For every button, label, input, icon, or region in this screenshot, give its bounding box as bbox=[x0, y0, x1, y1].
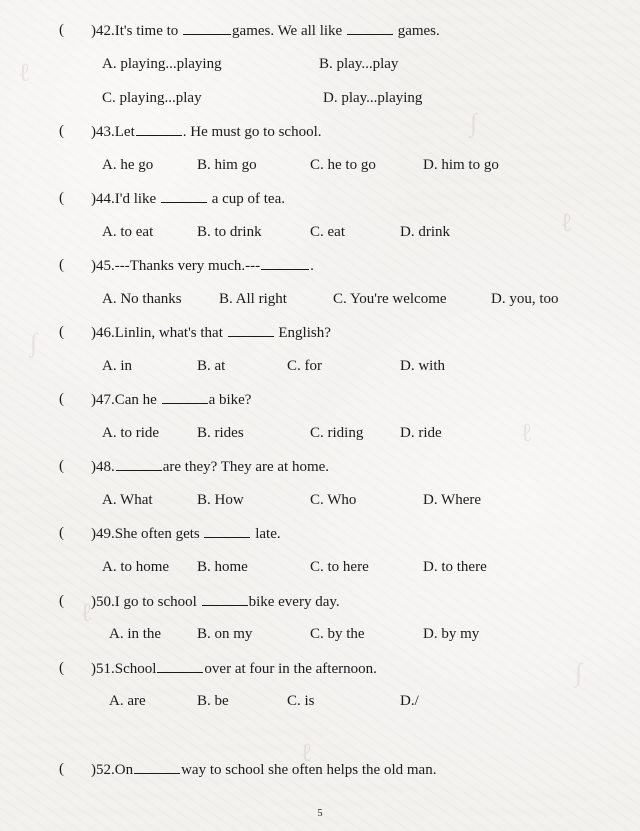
paper-texture-mark: ∫ bbox=[470, 108, 478, 137]
option[interactable]: A. in the bbox=[109, 626, 162, 642]
paper-texture-mark: ℓ bbox=[80, 598, 93, 627]
question-stem: )52.On way to school she often helps the old man. bbox=[91, 759, 436, 780]
answer-bracket[interactable]: ( bbox=[59, 761, 64, 777]
option[interactable]: C. You're welcome bbox=[333, 291, 447, 307]
question-44 bbox=[0, 188, 640, 208]
option[interactable]: C. eat bbox=[310, 224, 345, 240]
question-stem: )47.Can he a bike? bbox=[91, 389, 251, 410]
question-46 bbox=[0, 322, 640, 342]
question-stem: )48. are they? They are at home. bbox=[91, 456, 329, 477]
answer-blank[interactable] bbox=[136, 121, 182, 136]
option[interactable]: B. on my bbox=[197, 626, 253, 642]
option[interactable]: A. No thanks bbox=[102, 291, 182, 307]
option[interactable]: D. play...playing bbox=[323, 90, 423, 106]
option[interactable]: A. playing...playing bbox=[102, 56, 222, 72]
option[interactable]: A. What bbox=[102, 492, 153, 508]
question-stem: )51.School over at four in the afternoon. bbox=[91, 658, 377, 679]
option[interactable]: D. to there bbox=[423, 559, 487, 575]
question-stem: )50.I go to school bike every day. bbox=[91, 591, 340, 612]
answer-blank[interactable] bbox=[228, 322, 274, 337]
option[interactable]: B. him go bbox=[197, 157, 257, 173]
question-42 bbox=[0, 20, 640, 40]
option[interactable]: A. to ride bbox=[102, 425, 160, 441]
answer-blank[interactable] bbox=[134, 759, 180, 774]
option[interactable]: B. be bbox=[197, 693, 229, 709]
option[interactable]: A. to eat bbox=[102, 224, 154, 240]
question-47 bbox=[0, 389, 640, 409]
answer-bracket[interactable]: ( bbox=[59, 458, 64, 474]
answer-bracket[interactable]: ( bbox=[59, 123, 64, 139]
option[interactable]: A. to home bbox=[102, 559, 170, 575]
answer-blank[interactable] bbox=[116, 456, 162, 471]
paper-texture-mark: ∫ bbox=[30, 328, 38, 357]
question-stem: )42.It's time to games. We all like games. bbox=[91, 20, 440, 41]
option[interactable]: C. playing...play bbox=[102, 90, 202, 106]
question-51 bbox=[0, 658, 640, 678]
option[interactable]: B. play...play bbox=[319, 56, 399, 72]
question-stem: )46.Linlin, what's that English? bbox=[91, 322, 331, 343]
question-49 bbox=[0, 523, 640, 543]
answer-bracket[interactable]: ( bbox=[59, 660, 64, 676]
option[interactable]: A. he go bbox=[102, 157, 154, 173]
answer-bracket[interactable]: ( bbox=[59, 22, 64, 38]
option[interactable]: D. Where bbox=[423, 492, 482, 508]
answer-bracket[interactable]: ( bbox=[59, 257, 64, 273]
option[interactable]: C. to here bbox=[310, 559, 369, 575]
option[interactable]: C. Who bbox=[310, 492, 357, 508]
question-48 bbox=[0, 456, 640, 476]
answer-blank[interactable] bbox=[161, 188, 207, 203]
question-stem: )45.---Thanks very much.--- . bbox=[91, 255, 314, 276]
option[interactable]: B. home bbox=[197, 559, 248, 575]
paper-texture-mark: ℓ bbox=[300, 738, 313, 767]
paper-texture-mark: ℓ bbox=[520, 418, 533, 447]
answer-blank[interactable] bbox=[162, 389, 208, 404]
option[interactable]: D. you, too bbox=[491, 291, 559, 307]
option[interactable]: D. drink bbox=[400, 224, 450, 240]
answer-blank[interactable] bbox=[347, 20, 393, 35]
question-50 bbox=[0, 591, 640, 611]
answer-bracket[interactable]: ( bbox=[59, 593, 64, 609]
paper-texture-mark: ℓ bbox=[560, 208, 573, 237]
option[interactable]: C. by the bbox=[310, 626, 365, 642]
answer-blank[interactable] bbox=[204, 523, 250, 538]
option[interactable]: D. with bbox=[400, 358, 445, 374]
answer-bracket[interactable]: ( bbox=[59, 525, 64, 541]
option[interactable]: D. by my bbox=[423, 626, 480, 642]
option[interactable]: B. All right bbox=[219, 291, 287, 307]
answer-bracket[interactable]: ( bbox=[59, 324, 64, 340]
option[interactable]: C. for bbox=[287, 358, 322, 374]
paper-texture-mark: ∫ bbox=[575, 658, 583, 687]
answer-bracket[interactable]: ( bbox=[59, 190, 64, 206]
question-52 bbox=[0, 759, 640, 779]
option[interactable]: A. in bbox=[102, 358, 132, 374]
option[interactable]: A. are bbox=[109, 693, 146, 709]
answer-blank[interactable] bbox=[183, 20, 231, 35]
option[interactable]: D. ride bbox=[400, 425, 442, 441]
option[interactable]: D. him to go bbox=[423, 157, 499, 173]
option[interactable]: C. he to go bbox=[310, 157, 376, 173]
answer-blank[interactable] bbox=[202, 591, 248, 606]
option[interactable]: B. at bbox=[197, 358, 226, 374]
answer-blank[interactable] bbox=[261, 255, 309, 270]
option[interactable]: C. riding bbox=[310, 425, 364, 441]
option[interactable]: C. is bbox=[287, 693, 315, 709]
paper-texture-mark: ℓ bbox=[18, 58, 31, 87]
question-45 bbox=[0, 255, 640, 275]
question-stem: )44.I'd like a cup of tea. bbox=[91, 188, 285, 209]
question-stem: )43.Let . He must go to school. bbox=[91, 121, 322, 142]
question-43 bbox=[0, 121, 640, 141]
option[interactable]: B. to drink bbox=[197, 224, 262, 240]
answer-bracket[interactable]: ( bbox=[59, 391, 64, 407]
option[interactable]: B. rides bbox=[197, 425, 244, 441]
answer-blank[interactable] bbox=[157, 658, 203, 673]
option[interactable]: B. How bbox=[197, 492, 244, 508]
option[interactable]: D./ bbox=[400, 693, 419, 709]
question-stem: )49.She often gets late. bbox=[91, 523, 281, 544]
page-number: 5 bbox=[317, 808, 323, 819]
